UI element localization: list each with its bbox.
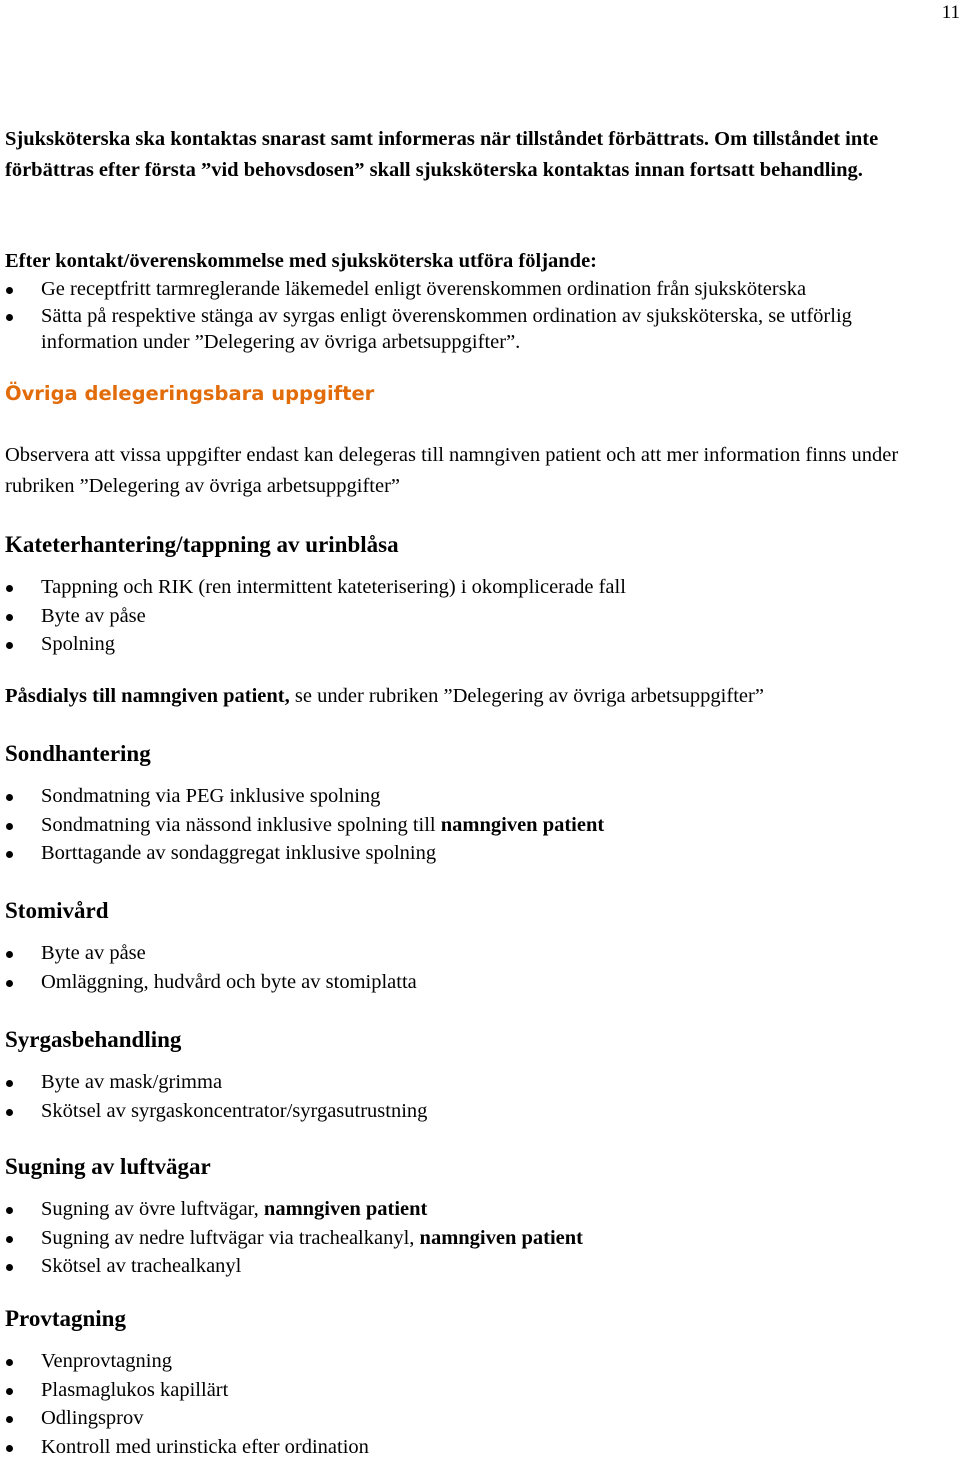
list-item bbox=[5, 968, 945, 997]
bullet-icon bbox=[6, 1080, 13, 1087]
suction-section bbox=[5, 1153, 945, 1281]
bag-dialysis-paragraph bbox=[5, 681, 945, 712]
list-item-text: Plasmaglukos kapillärt bbox=[41, 1378, 229, 1401]
oxygen-list bbox=[5, 1068, 945, 1125]
list-item-bold: namngiven patient bbox=[419, 1226, 583, 1249]
list-item bbox=[5, 573, 945, 602]
stoma-heading: Stomivård bbox=[5, 898, 109, 923]
list-item bbox=[5, 1404, 945, 1433]
tube-heading: Sondhantering bbox=[5, 741, 151, 766]
catheter-list bbox=[5, 573, 945, 659]
list-item bbox=[5, 839, 945, 868]
list-item-text: Byte av påse bbox=[41, 604, 146, 627]
list-item bbox=[5, 630, 945, 659]
list-item-text: Ge receptfritt tarmreglerande läkemedel enligt överenskommen ordination från sjuksköterska bbox=[41, 278, 807, 300]
bag-dialysis-text bbox=[5, 681, 945, 712]
note-text: Observera att vissa uppgifter endast kan delegeras till namngiven patient och att mer information finns under rubriken ”Delegering av övriga arbetsuppgifter” bbox=[5, 444, 899, 497]
list-item-text: Sugning av nedre luftvägar via trachealkanyl, bbox=[41, 1226, 420, 1249]
list-item bbox=[5, 1433, 945, 1461]
section-heading: Övriga delegeringsbara uppgifter bbox=[5, 382, 375, 405]
bullet-icon bbox=[6, 823, 13, 830]
bullet-icon bbox=[6, 1388, 13, 1395]
oxygen-heading: Syrgasbehandling bbox=[5, 1027, 182, 1052]
bag-dialysis-regular: se under rubriken ”Delegering av övriga arbetsuppgifter” bbox=[289, 685, 764, 707]
list-item-text: Sugning av övre luftvägar, bbox=[41, 1198, 264, 1220]
list-item-text: Odlingsprov bbox=[41, 1407, 144, 1430]
catheter-heading: Kateterhantering/tappning av urinblåsa bbox=[5, 532, 399, 557]
tube-list bbox=[5, 782, 945, 868]
list-item-text: Venprovtagning bbox=[41, 1350, 172, 1372]
bullet-icon bbox=[6, 1359, 13, 1366]
sampling-list bbox=[5, 1347, 945, 1461]
list-item bbox=[5, 276, 945, 303]
list-item bbox=[5, 1097, 945, 1126]
catheter-section bbox=[5, 531, 945, 659]
after-contact-heading: Efter kontakt/överenskommelse med sjuksköterska utföra följande: bbox=[5, 250, 598, 272]
bullet-icon bbox=[6, 951, 13, 958]
intro-text: Sjuksköterska ska kontaktas snarast samt informeras när tillståndet förbättrats. Om tillståndet inte förbättras efter första ”vid behovsdosen” skall sjuksköterska kontaktas innan fortsatt behandling. bbox=[5, 128, 879, 181]
bullet-icon bbox=[6, 794, 13, 801]
bullet-icon bbox=[6, 1236, 13, 1243]
sampling-section bbox=[5, 1305, 945, 1461]
list-item-text: Spolning bbox=[41, 633, 116, 656]
list-item-text: Sondmatning via PEG inklusive spolning bbox=[41, 785, 381, 807]
after-contact-section bbox=[5, 247, 945, 356]
bullet-icon bbox=[6, 585, 13, 592]
list-item bbox=[5, 782, 945, 811]
list-item bbox=[5, 303, 945, 356]
bullet-icon bbox=[6, 1445, 13, 1452]
list-item bbox=[5, 1068, 945, 1097]
bullet-icon bbox=[6, 1264, 13, 1271]
stoma-section bbox=[5, 897, 945, 996]
list-item bbox=[5, 602, 945, 631]
bullet-icon bbox=[6, 314, 13, 321]
list-item-text: Omläggning, hudvård och byte av stomiplatta bbox=[41, 970, 417, 993]
other-tasks-note bbox=[5, 440, 945, 502]
bullet-icon bbox=[6, 851, 13, 858]
sampling-heading: Provtagning bbox=[5, 1306, 126, 1331]
other-tasks-section bbox=[5, 381, 945, 407]
list-item-text: Byte av mask/grimma bbox=[41, 1071, 223, 1093]
list-item-text: Sätta på respektive stänga av syrgas enligt överenskommen ordination av sjuksköterska, se utförlig information under ”Delegering av övriga arbetsuppgifter”. bbox=[41, 304, 852, 353]
oxygen-section bbox=[5, 1026, 945, 1125]
list-item bbox=[5, 1195, 945, 1224]
bullet-icon bbox=[6, 287, 13, 294]
list-item-text: Tappning och RIK (ren intermittent kateterisering) i okomplicerade fall bbox=[41, 576, 626, 598]
bullet-icon bbox=[6, 614, 13, 621]
list-item bbox=[5, 811, 945, 840]
tube-section bbox=[5, 740, 945, 868]
list-item-text: Borttagande av sondaggregat inklusive spolning bbox=[41, 842, 437, 865]
page-number: 11 bbox=[941, 2, 960, 23]
suction-heading: Sugning av luftvägar bbox=[5, 1154, 211, 1179]
bullet-icon bbox=[6, 1109, 13, 1116]
after-contact-list bbox=[5, 276, 945, 356]
list-item-text: Sondmatning via nässond inklusive spolning till bbox=[41, 813, 441, 836]
list-item bbox=[5, 939, 945, 968]
intro-paragraph bbox=[5, 124, 945, 186]
list-item bbox=[5, 1347, 945, 1376]
bullet-icon bbox=[6, 1207, 13, 1214]
list-item-text: Kontroll med urinsticka efter ordination bbox=[41, 1435, 369, 1458]
list-item bbox=[5, 1252, 945, 1281]
bullet-icon bbox=[6, 642, 13, 649]
list-item-text: Skötsel av trachealkanyl bbox=[41, 1255, 242, 1278]
list-item-bold: namngiven patient bbox=[440, 813, 605, 836]
list-item bbox=[5, 1224, 945, 1253]
stoma-list bbox=[5, 939, 945, 996]
list-item bbox=[5, 1376, 945, 1405]
list-item-bold: namngiven patient bbox=[263, 1198, 428, 1220]
bullet-icon bbox=[6, 980, 13, 987]
bag-dialysis-bold: Påsdialys till namngiven patient, bbox=[5, 685, 290, 707]
list-item-text: Skötsel av syrgaskoncentrator/syrgasutrustning bbox=[41, 1099, 428, 1122]
bullet-icon bbox=[6, 1416, 13, 1423]
suction-list bbox=[5, 1195, 945, 1281]
list-item-text: Byte av påse bbox=[41, 942, 146, 964]
